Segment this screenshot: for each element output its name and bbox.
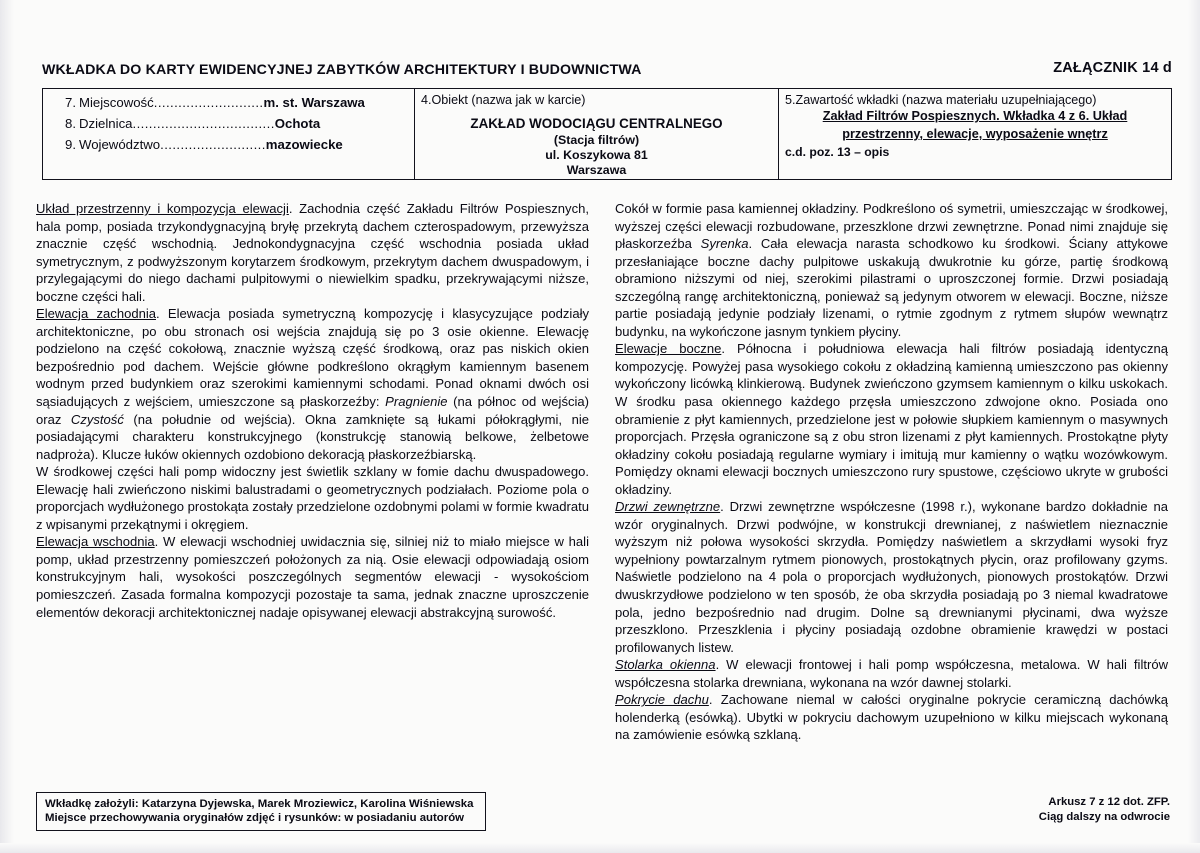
object-subname: (Stacja filtrów) [553, 132, 640, 147]
object-street: ul. Koszykowa 81 [545, 147, 648, 162]
row-label: Dzielnica [79, 116, 133, 131]
document-title: WKŁADKA DO KARTY EWIDENCYJNEJ ZABYTKÓW ARCHITEKTURY I BUDOWNICTWA [42, 62, 642, 78]
sheet-number: Arkusz 7 z 12 dot. ZFP. [1048, 796, 1170, 808]
heading-run-west-elevation: Elewacja zachodnia [36, 306, 156, 322]
paragraph-window-joinery [615, 656, 1168, 691]
right-text-column [615, 200, 1168, 744]
row-number: 7. [65, 95, 76, 110]
paragraph-text: . Drzwi zewnętrzne współczesne (1998 r.), wykonane bardzo dokładnie na wzór oryginalnych. Drzwi podwójne, w konstrukcji drewnianej, z naświetlem nieznacznie wyższym niż połowa wysokości skrzydła. Pomiędzy naświetlem a skrzydłami wysoki fryz wypełniony powtarzalnym rytmem pionowych, prostokątnych płycin, oraz profilowany gzyms. Naświetle podzielono na 4 pola o proporcjach wydłużonych, pionowych prostokątów. Drzwi dwuskrzydłowe podzielono w ten sposób, że oba skrzydła posiadają po 3 niemal kwadratowe pola, jedno bezpośrednio nad drugim. Dolne są drewnianymi płycinami, dwa wyższe przeszklono. Przeszklenia i płyciny posiadają ozdobne obramienie krawędzi w postaci profilowanych listew. [615, 499, 1168, 655]
relief-name-czystosc: Czystość [70, 411, 124, 427]
row-dots: ........................... [153, 95, 264, 110]
row-number: 9. [65, 137, 76, 152]
scan-edge-left [0, 0, 14, 853]
heading-run-roof-covering: Pokrycie dachu [615, 692, 709, 708]
object-city: Warszawa [566, 163, 627, 178]
authors-line: Wkładkę założyli: Katarzyna Dyjewska, Marek Mroziewicz, Karolina Wiśniewska [45, 798, 474, 810]
identification-table [42, 88, 1172, 180]
paragraph-east-elevation [36, 533, 589, 621]
row-dots: ................................... [132, 116, 275, 131]
relief-name-pragnienie: Pragnienie [385, 394, 448, 410]
object-name-block [421, 116, 772, 178]
insert-field-label: 5.Zawartość wkładki (nazwa materiału uzupełniającego) [785, 93, 1097, 107]
location-cell [43, 89, 415, 179]
heading-run-exterior-doors: Drzwi zewnętrzne [615, 499, 721, 515]
row-value: Ochota [274, 116, 321, 131]
paragraph-text: W środkowej części hali pomp widoczny jest świetlik szklany w fomie dachu dwuspadowego. Elewację hali zwieńczono niskimi balustradami o geometrycznych podziałach. Poziome pola o proporcjach wydłużonego prostokąta zostały przedzielone ozdobnymi polami w formie kwadratu z wpisanymi przekątnymi i okręgiem. [36, 464, 589, 532]
heading-run-window-joinery: Stolarka okienna [615, 657, 716, 673]
storage-line: Miejsce przechowywania oryginałów zdjęć i rysunków: w posiadaniu autorów [45, 812, 465, 824]
object-field-label: 4.Obiekt (nazwa jak w karcie) [421, 93, 586, 107]
row-label: Województwo [79, 137, 161, 152]
paragraph-text: . Zachodnia część Zakładu Filtrów Pospiesznych, hala pomp, posiada trzykondygnacyjną bryłę przekrytą dachem czterospadowym, przewyższa znacznie część wschodnią. Jednokondygnacyjna część wschodnia posiada układ symetrycznym, z podwyższonym korytarzem środkowym, przekrytym dachem dwuspadowym, i przylegającymi do niego dachami pulpitowymi o niewielkim spadku, przekrywającymi niższe, boczne części hali. [36, 201, 589, 304]
row-value: m. st. Warszawa [263, 95, 365, 110]
scan-edge-bottom [0, 843, 1200, 853]
heading-run-spatial-layout: Układ przestrzenny i kompozycja elewacji [36, 201, 289, 216]
insert-title-line1: Zakład Filtrów Pospiesznych. Wkładka 4 z 6. Układ [822, 109, 1128, 124]
paragraph-pump-hall [36, 463, 589, 533]
sheet-note [940, 795, 1170, 824]
insert-content-cell [779, 89, 1171, 179]
paragraph-text-a: . Elewacja posiada symetryczną kompozycję i klasycyzujące podziały architektoniczne, po obu stronach osi wejścia znajdują się po 3 osie okienne. Elewację podzielono na część cokołową, znacznie wyższą część środkową, oraz pas niskich okien bezpośrednio pod dachem. Wejście główne podkreślono okrągłym kamiennym basenem wodnym przed budynkiem oraz szerokimi kamiennymi schodami. Ponad oknami dwóch osi sąsiadujących z wejściem, umieszczone są płaskorzeźby: [36, 306, 589, 410]
row-number: 8. [65, 116, 76, 131]
paragraph-plinth [615, 200, 1168, 340]
heading-run-east-elevation: Elewacja wschodnia [36, 534, 155, 550]
paragraph-text: . W elewacji wschodniej uwidacznia się, silniej niż to miało miejsce w hali pomp, układ przestrzenny pomieszczeń położonych za nią. Osie elewacji odpowiadają osiom konstrukcyjnym hali, wysokości poszczególnych segmentów elewacji - wysokościom pomieszczeń. Zasada formalna kompozycji pozostaje ta sama, jednak znaczne uproszczenie elementów dekoracji architektonicznej nadaje opisywanej elewacji abstrakcyjną surowość. [36, 534, 589, 620]
scan-edge-right [1188, 0, 1200, 853]
object-name: ZAKŁAD WODOCIĄGU CENTRALNEGO [470, 116, 723, 132]
paragraph-text: . W elewacji frontowej i hali pomp współczesna, metalowa. W hali filtrów współczesna stolarka drewniana, wykonana na wzór dawnej stolarki. [615, 657, 1168, 690]
paragraph-exterior-doors [615, 498, 1168, 656]
paragraph-west-elevation [36, 305, 589, 463]
object-cell [415, 89, 779, 179]
paragraph-spatial-layout [36, 200, 589, 305]
continuation-note: Ciąg dalszy na odwrocie [1038, 810, 1170, 823]
paragraph-text-b: . Cała elewacja narasta schodkowo ku środkowi. Ściany attykowe przesłaniające boczne dachy pulpitowe uskakują dwukrotnie ku górze, partię środkową obramiono niższymi od niej, szerokimi pilastrami o uproszczonej formie. Drzwi posiadają szczególną rangę architektoniczną, ponieważ są jedynym otworem w elewacji. Boczne, niższe partie posiadają jedynie podziały lizenami, o rytmie zgodnym z rytmem słupów wewnątrz budynku, na wykończone jasnym tynkiem płyciny. [615, 236, 1169, 339]
paragraph-side-elevations [615, 340, 1168, 498]
insert-title-line2: przestrzenny, elewacje, wyposażenie wnętrz [842, 126, 1108, 141]
location-row-voivodeship [53, 137, 406, 152]
body-columns [36, 200, 1168, 744]
heading-run-side-elevations: Elewacje boczne [615, 341, 722, 357]
authors-box [36, 792, 486, 831]
left-text-column [36, 200, 589, 744]
annex-label: ZAŁĄCZNIK 14 d [1053, 60, 1172, 76]
row-value: mazowiecke [265, 137, 343, 152]
paragraph-text-b: (na północ od wejścia) oraz [36, 394, 589, 427]
paragraph-text-a: Cokół w formie pasa kamiennej okładziny. Podkreślono oś symetrii, umieszczając w środkowej, wyższej części elewacji rozbudowane, przeszklone drzwi zewnętrzne. Ponad nimi znajduje się płaskorzeźba [615, 201, 1168, 252]
relief-name-syrenka: Syrenka [700, 236, 749, 252]
row-label: Miejscowość [79, 95, 154, 110]
location-row-city [53, 95, 406, 110]
insert-continuation: c.d. poz. 13 – opis [785, 144, 890, 159]
paragraph-text-c: (na południe od wejścia). Okna zamknięte są łukami półokrągłymi, nie posiadającymi charakteru konstrukcyjnego (konstrukcję stanowią belkowe, żelbetowe nadproża). Klucze łuków okiennych ozdobiono dekoracją płaskorzeźbiarską. [36, 411, 589, 462]
row-dots: .......................... [160, 137, 266, 152]
paragraph-text: . Zachowane niemal w całości oryginalne pokrycie ceramiczną dachówką holenderką (esówką). Ubytki w pokryciu dachowym uzupełniono w kilku miejscach wykonaną na zamówienie esówką szklaną. [615, 692, 1168, 743]
paragraph-roof-covering [615, 691, 1168, 744]
location-row-district [53, 116, 406, 131]
paragraph-text: . Północna i południowa elewacja hali filtrów posiadają identyczną kompozycję. Powyżej pasa wysokiego cokołu z okładziną kamienną umieszczono pas okienny wykończony licówką klinkierową. Budynek zwieńczono gzymsem kamiennym o kilku uskokach. W środku pasa okiennego każdego przęsła umieszczono zdwojone okno. Posiada ono obramienie z płyt kamiennych, przedzielone jest w połowie słupkiem kamiennym o masywnych proporcjach. Przęsła ograniczone są z obu stron lizenami z płyt kamiennych. Prostokątne płyty okładziny cokołu posiadają regularne wymiary i imitują mur kamienny o wątku wozówkowym. Pomiędzy oknami elewacji bocznych umieszczono rury spustowe, częściowo ukryte w grubości okładziny. [615, 341, 1168, 497]
